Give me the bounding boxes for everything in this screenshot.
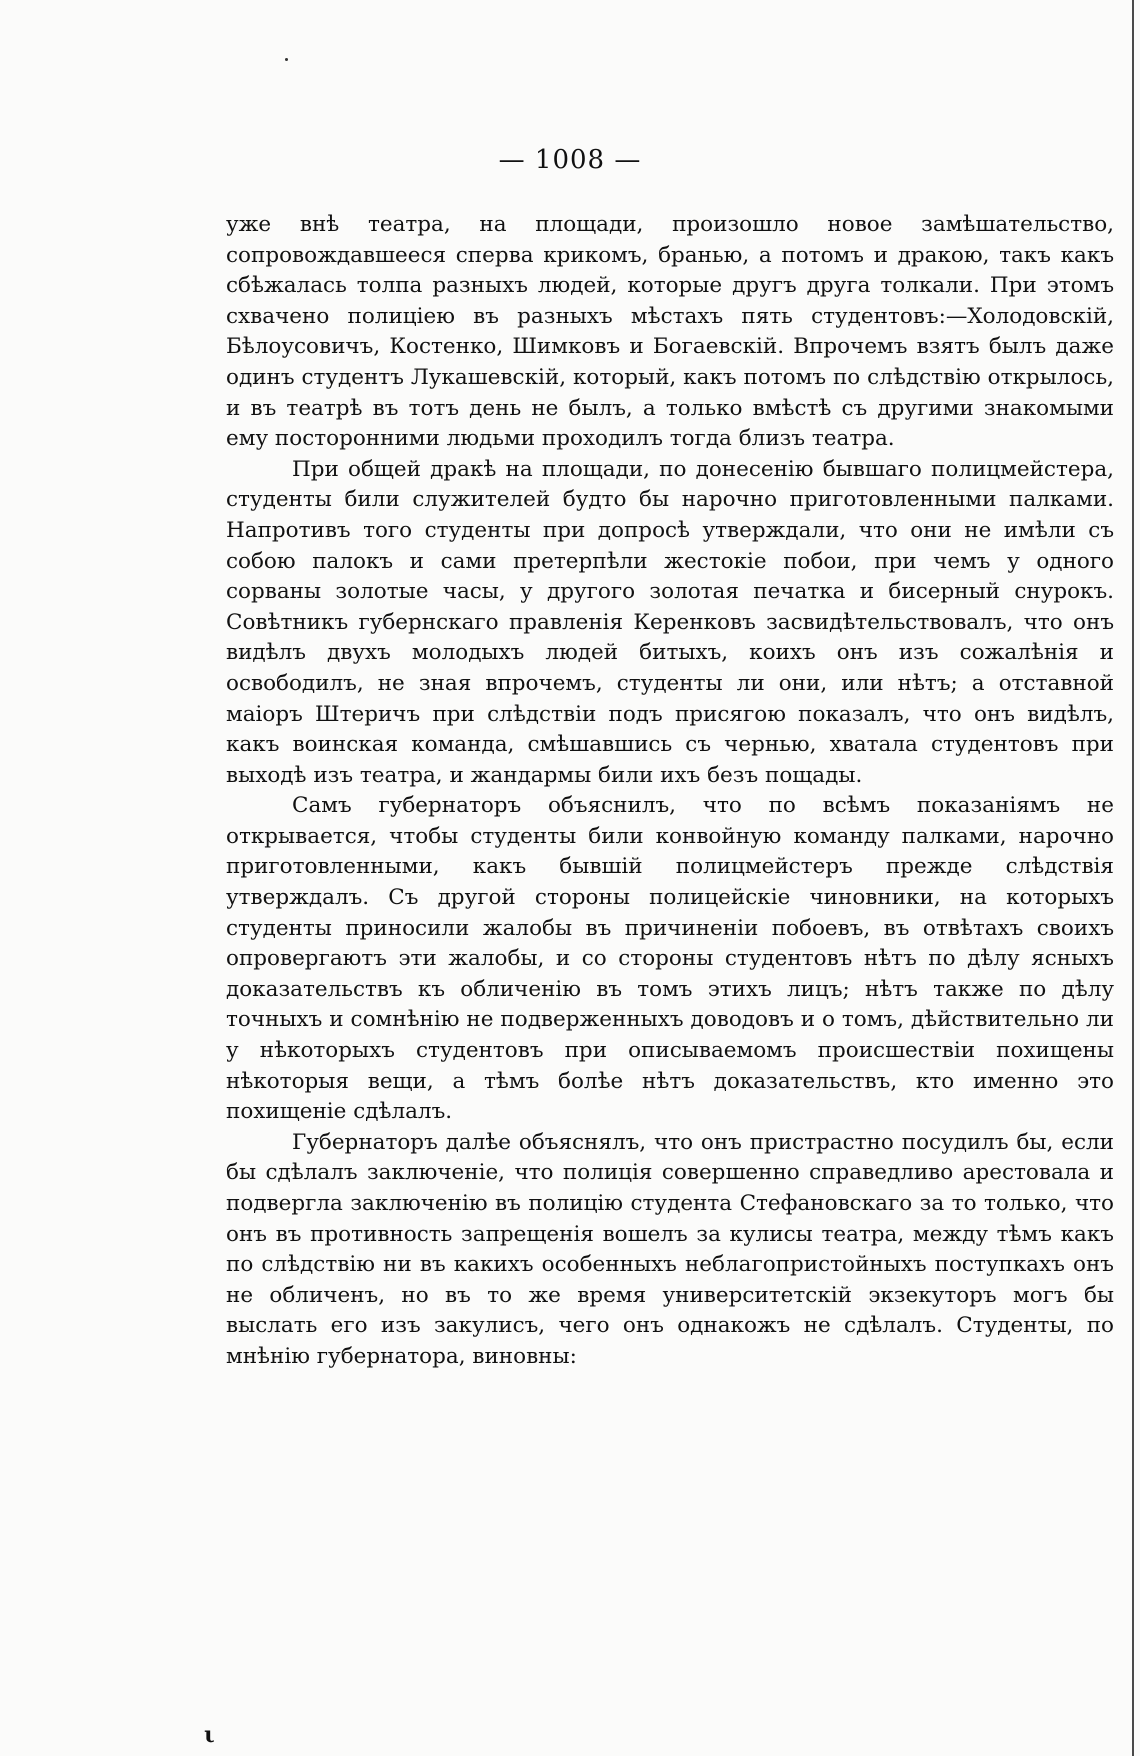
- paragraph-4: Губернаторъ далѣе объяснялъ, что онъ пристрастно посудилъ бы, если бы сдѣлалъ заключенiе, что полицiя совершенно справедливо арестовала и подвергла заключенiю въ полицiю студента Стефановскаго за то только, что онъ въ противность запрещенiя вошелъ за кулисы театра, между тѣмъ какъ по слѣдствiю ни въ какихъ особенныхъ неблагопристойныхъ поступкахъ онъ не обличенъ, но въ то же время университетскiй экзекуторъ могъ бы выслать его изъ закулисъ, чего онъ однакожъ не сдѣлалъ. Студенты, по мнѣнiю губернатора, виновны:: [226, 1129, 1114, 1369]
- bottom-margin-mark: ι: [204, 1722, 215, 1748]
- page-number: — 1008 —: [498, 145, 642, 175]
- paragraph-1: уже внѣ театра, на площади, произошло новое замѣшательство, сопровождавшееся сперва крикомъ, бранью, а потомъ и дракою, такъ какъ сбѣжалась толпа разныхъ людей, которые другъ друга толкали. При этомъ схвачено полицiею въ разныхъ мѣстахъ пять студентовъ:—Холодовскiй, Бѣлоусовичъ, Костенко, Шимковъ и Богаевскiй. Впрочемъ взятъ былъ даже одинъ студентъ Лукашевскiй, который, какъ потомъ по слѣдствiю открылось, и въ театрѣ въ тотъ день не былъ, а только вмѣстѣ съ другими знакомыми ему посторонними людьми проходилъ тогда близъ театра.: [226, 212, 1114, 452]
- paragraph-3: Самъ губернаторъ объяснилъ, что по всѣмъ показанiямъ не открывается, чтобы студенты били конвойную команду палками, нарочно приготовленными, какъ бывшiй полицмейстеръ прежде слѣдствiя утверждалъ. Съ другой стороны полицейскiе чиновники, на которыхъ студенты приносили жалобы въ причиненiи побоевъ, въ отвѣтахъ своихъ опровергаютъ эти жалобы, и со стороны студентовъ нѣтъ по дѣлу ясныхъ доказательствъ къ обличенiю въ томъ этихъ лицъ; нѣтъ также по дѣлу точныхъ и сомнѣнiю не подверженныхъ доводовъ и о томъ, дѣйствительно ли у нѣкоторыхъ студентовъ при описываемомъ происшествiи похищены нѣкоторыя вещи, а тѣмъ болѣе нѣтъ доказательствъ, кто именно это похищенiе сдѣлалъ.: [226, 793, 1114, 1125]
- page-edge-line: [1132, 0, 1134, 1756]
- body-text: [226, 210, 1114, 1373]
- print-speck: [285, 58, 288, 61]
- paragraph-2: При общей дракѣ на площади, по донесенiю бывшаго полицмейстера, студенты били служителей будто бы нарочно приготовленными палками. Напротивъ того студенты при допросѣ утверждали, что они не имѣли съ собою палокъ и сами претерпѣли жестокiе побои, при чемъ у одного сорваны золотые часы, у другого золотая печатка и бисерный снурокъ. Совѣтникъ губернскаго правленiя Керенковъ засвидѣтельствовалъ, что онъ видѣлъ двухъ молодыхъ людей битыхъ, коихъ онъ изъ сожалѣнiя и освободилъ, не зная впрочемъ, студенты ли они, или нѣтъ; а отставной маiоръ Штеричъ при слѣдствiи подъ присягою показалъ, что онъ видѣлъ, какъ воинская команда, смѣшавшись съ чернью, хватала студентовъ при выходѣ изъ театра, и жандармы били ихъ безъ пощады.: [226, 456, 1114, 788]
